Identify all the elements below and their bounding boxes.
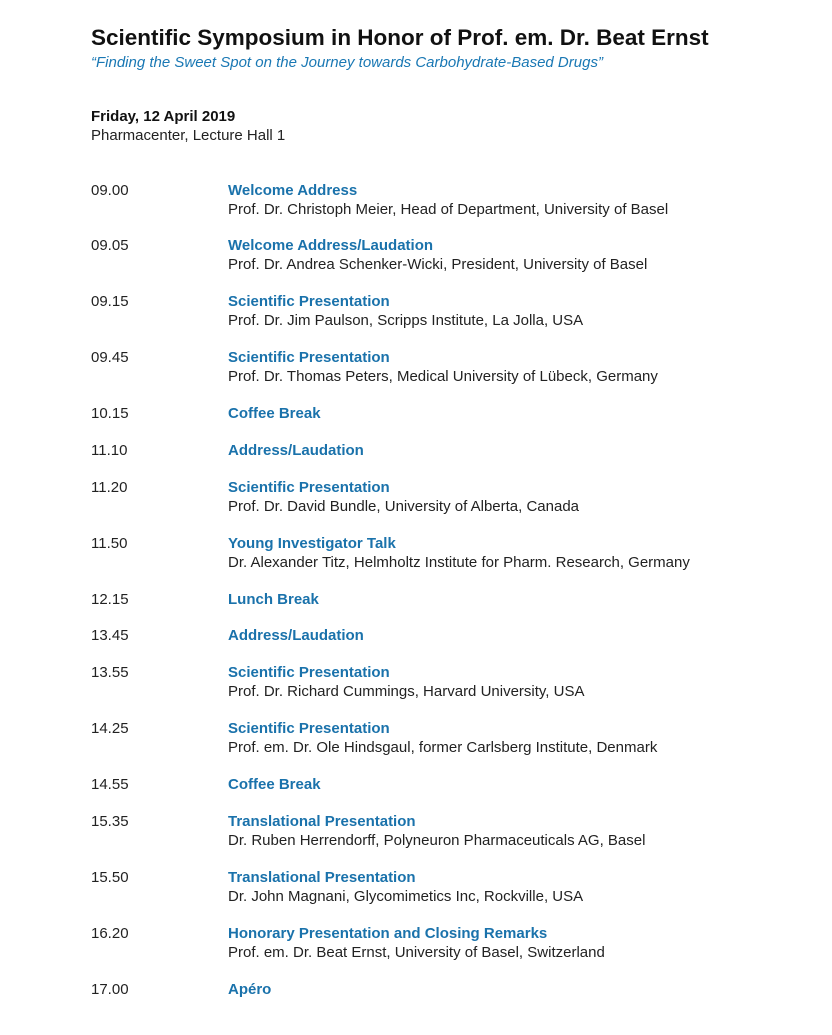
schedule-event: Translational Presentation	[228, 869, 416, 886]
schedule-time: 12.15	[91, 591, 129, 608]
schedule-event: Coffee Break	[228, 405, 321, 422]
schedule-time: 15.35	[91, 813, 129, 830]
schedule-time: 09.00	[91, 182, 129, 199]
schedule-event: Welcome Address/Laudation	[228, 237, 434, 254]
schedule-speaker: Prof. em. Dr. Ole Hindsgaul, former Carlsberg Institute, Denmark	[228, 739, 658, 756]
schedule-speaker: Prof. Dr. Christoph Meier, Head of Department, University of Basel	[228, 201, 669, 218]
schedule-event: Scientific Presentation	[228, 720, 390, 737]
event-venue: Pharmacenter, Lecture Hall 1	[91, 127, 286, 144]
page-subtitle: “Finding the Sweet Spot on the Journey towards Carbohydrate-Based Drugs”	[91, 54, 603, 71]
schedule-speaker: Prof. Dr. Richard Cummings, Harvard University, USA	[228, 683, 585, 700]
schedule-speaker: Prof. Dr. Thomas Peters, Medical University of Lübeck, Germany	[228, 368, 658, 385]
schedule-event: Translational Presentation	[228, 813, 416, 830]
schedule-time: 11.20	[91, 479, 128, 496]
schedule-speaker: Prof. Dr. David Bundle, University of Alberta, Canada	[228, 498, 580, 515]
schedule-speaker: Dr. Alexander Titz, Helmholtz Institute for Pharm. Research, Germany	[228, 554, 690, 571]
schedule-speaker: Prof. em. Dr. Beat Ernst, University of Basel, Switzerland	[228, 944, 605, 961]
schedule-time: 11.50	[91, 535, 128, 552]
schedule-event: Lunch Break	[228, 591, 319, 608]
schedule-speaker: Prof. Dr. Jim Paulson, Scripps Institute, La Jolla, USA	[228, 312, 584, 329]
schedule-event: Scientific Presentation	[228, 293, 390, 310]
schedule-event: Scientific Presentation	[228, 479, 390, 496]
schedule-event: Address/Laudation	[228, 627, 364, 644]
schedule-speaker: Prof. Dr. Andrea Schenker-Wicki, President, University of Basel	[228, 256, 648, 273]
schedule-time: 16.20	[91, 925, 129, 942]
schedule-time: 14.55	[91, 776, 129, 793]
page-title: Scientific Symposium in Honor of Prof. em. Dr. Beat Ernst	[91, 25, 709, 50]
schedule-time: 13.45	[91, 627, 129, 644]
schedule-event: Address/Laudation	[228, 442, 364, 459]
schedule-speaker: Dr. John Magnani, Glycomimetics Inc, Rockville, USA	[228, 888, 584, 905]
schedule-event: Scientific Presentation	[228, 664, 390, 681]
schedule-time: 13.55	[91, 664, 129, 681]
schedule-event: Welcome Address	[228, 182, 358, 199]
schedule-time: 15.50	[91, 869, 129, 886]
schedule-time: 09.15	[91, 293, 129, 310]
schedule-event: Young Investigator Talk	[228, 535, 396, 552]
schedule-event: Honorary Presentation and Closing Remarks	[228, 925, 548, 942]
schedule-time: 14.25	[91, 720, 129, 737]
event-date: Friday, 12 April 2019	[91, 108, 236, 125]
schedule-event: Apéro	[228, 981, 272, 998]
schedule-speaker: Dr. Ruben Herrendorff, Polyneuron Pharmaceuticals AG, Basel	[228, 832, 646, 849]
schedule-time: 17.00	[91, 981, 129, 998]
schedule-time: 11.10	[91, 442, 128, 459]
schedule-event: Coffee Break	[228, 776, 321, 793]
schedule-time: 09.45	[91, 349, 129, 366]
schedule-time: 10.15	[91, 405, 129, 422]
schedule-event: Scientific Presentation	[228, 349, 390, 366]
schedule-time: 09.05	[91, 237, 129, 254]
